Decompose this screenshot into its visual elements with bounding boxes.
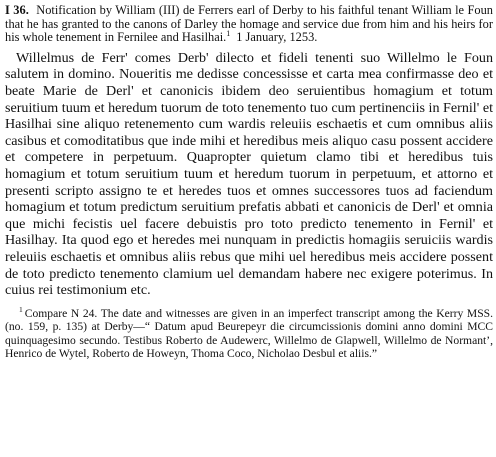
- document-page: [5, 4, 493, 360]
- footnote-reference: 1: [226, 29, 231, 39]
- charter-date: 1 January, 1253.: [236, 30, 318, 45]
- charter-body: Willelmus de Ferr' comes Derb' dilecto et fideli tenenti suo Willelmo le Foun salutem in domino. Noueritis me dedisse concessisse et carta mea confirmasse deo et beate Marie de Derl' et canonicis ibidem deo seruientibus homagium et totum seruitium tuum et heredum tuorum de toto tenemento tuo cum pertinenciis in Fernil' et Hasilhai sine aliquo retenemento cum wardis releuiis eschaetis et cum omnibus aliis casibus et comoditatibus que inde mihi et heredibus meis aliquo casu possent accidere et competere in perpetuum. Quapropter quietum clamo tibi et heredibus tuis homagium et totum seruitium tuum et heredum tuorum in perpetuum, et attorno et presenti scripto assigno te et heredes tuos et omnes successores tuos ad faciendum homagium et totum predictum seruitium prefatis abbati et canonicis de Derl' et omnia que michi fecistis uel facere debuistis pro toto predicto tenemento in Fernil' et Hasilhay. Ita quod ego et heredes mei nunquam in predictis homagiis seruiciis wardis releuiis eschaetis et omnibus aliis rebus que mihi uel heredibus meis accidere possent de toto predicto tenemento clamium uel demandam habere nec exigere poterimus. In cuius rei testimonium etc.: [5, 49, 493, 299]
- charter-heading: [5, 4, 493, 45]
- footnote-marker: 1: [19, 304, 23, 314]
- heading-summary: Notification by William (III) de Ferrers earl of Derby to his faithful tenant William le Foun that he has granted to the canons of Darley the homage and service due from him and his heirs for his whole tenement in Fernilee and Hasilhai.: [5, 3, 493, 45]
- footnote-text: Compare N 24. The date and witnesses are given in an imperfect transcript among the Kerry MSS. (no. 159, p. 135) at Derby—“ Datum apud Beurepeyr die circumcissionis domini anno domini MCC quinquagesimo secundo. Testibus Roberto de Audewerc, Willelmo de Glapwell, Willelmo de Normant’, Henrico de Wytel, Roberto de Howeyn, Thoma Coco, Nicholao Desbul et aliis.”: [5, 306, 493, 360]
- footnote: [5, 304, 493, 361]
- document-number: I 36.: [5, 3, 29, 17]
